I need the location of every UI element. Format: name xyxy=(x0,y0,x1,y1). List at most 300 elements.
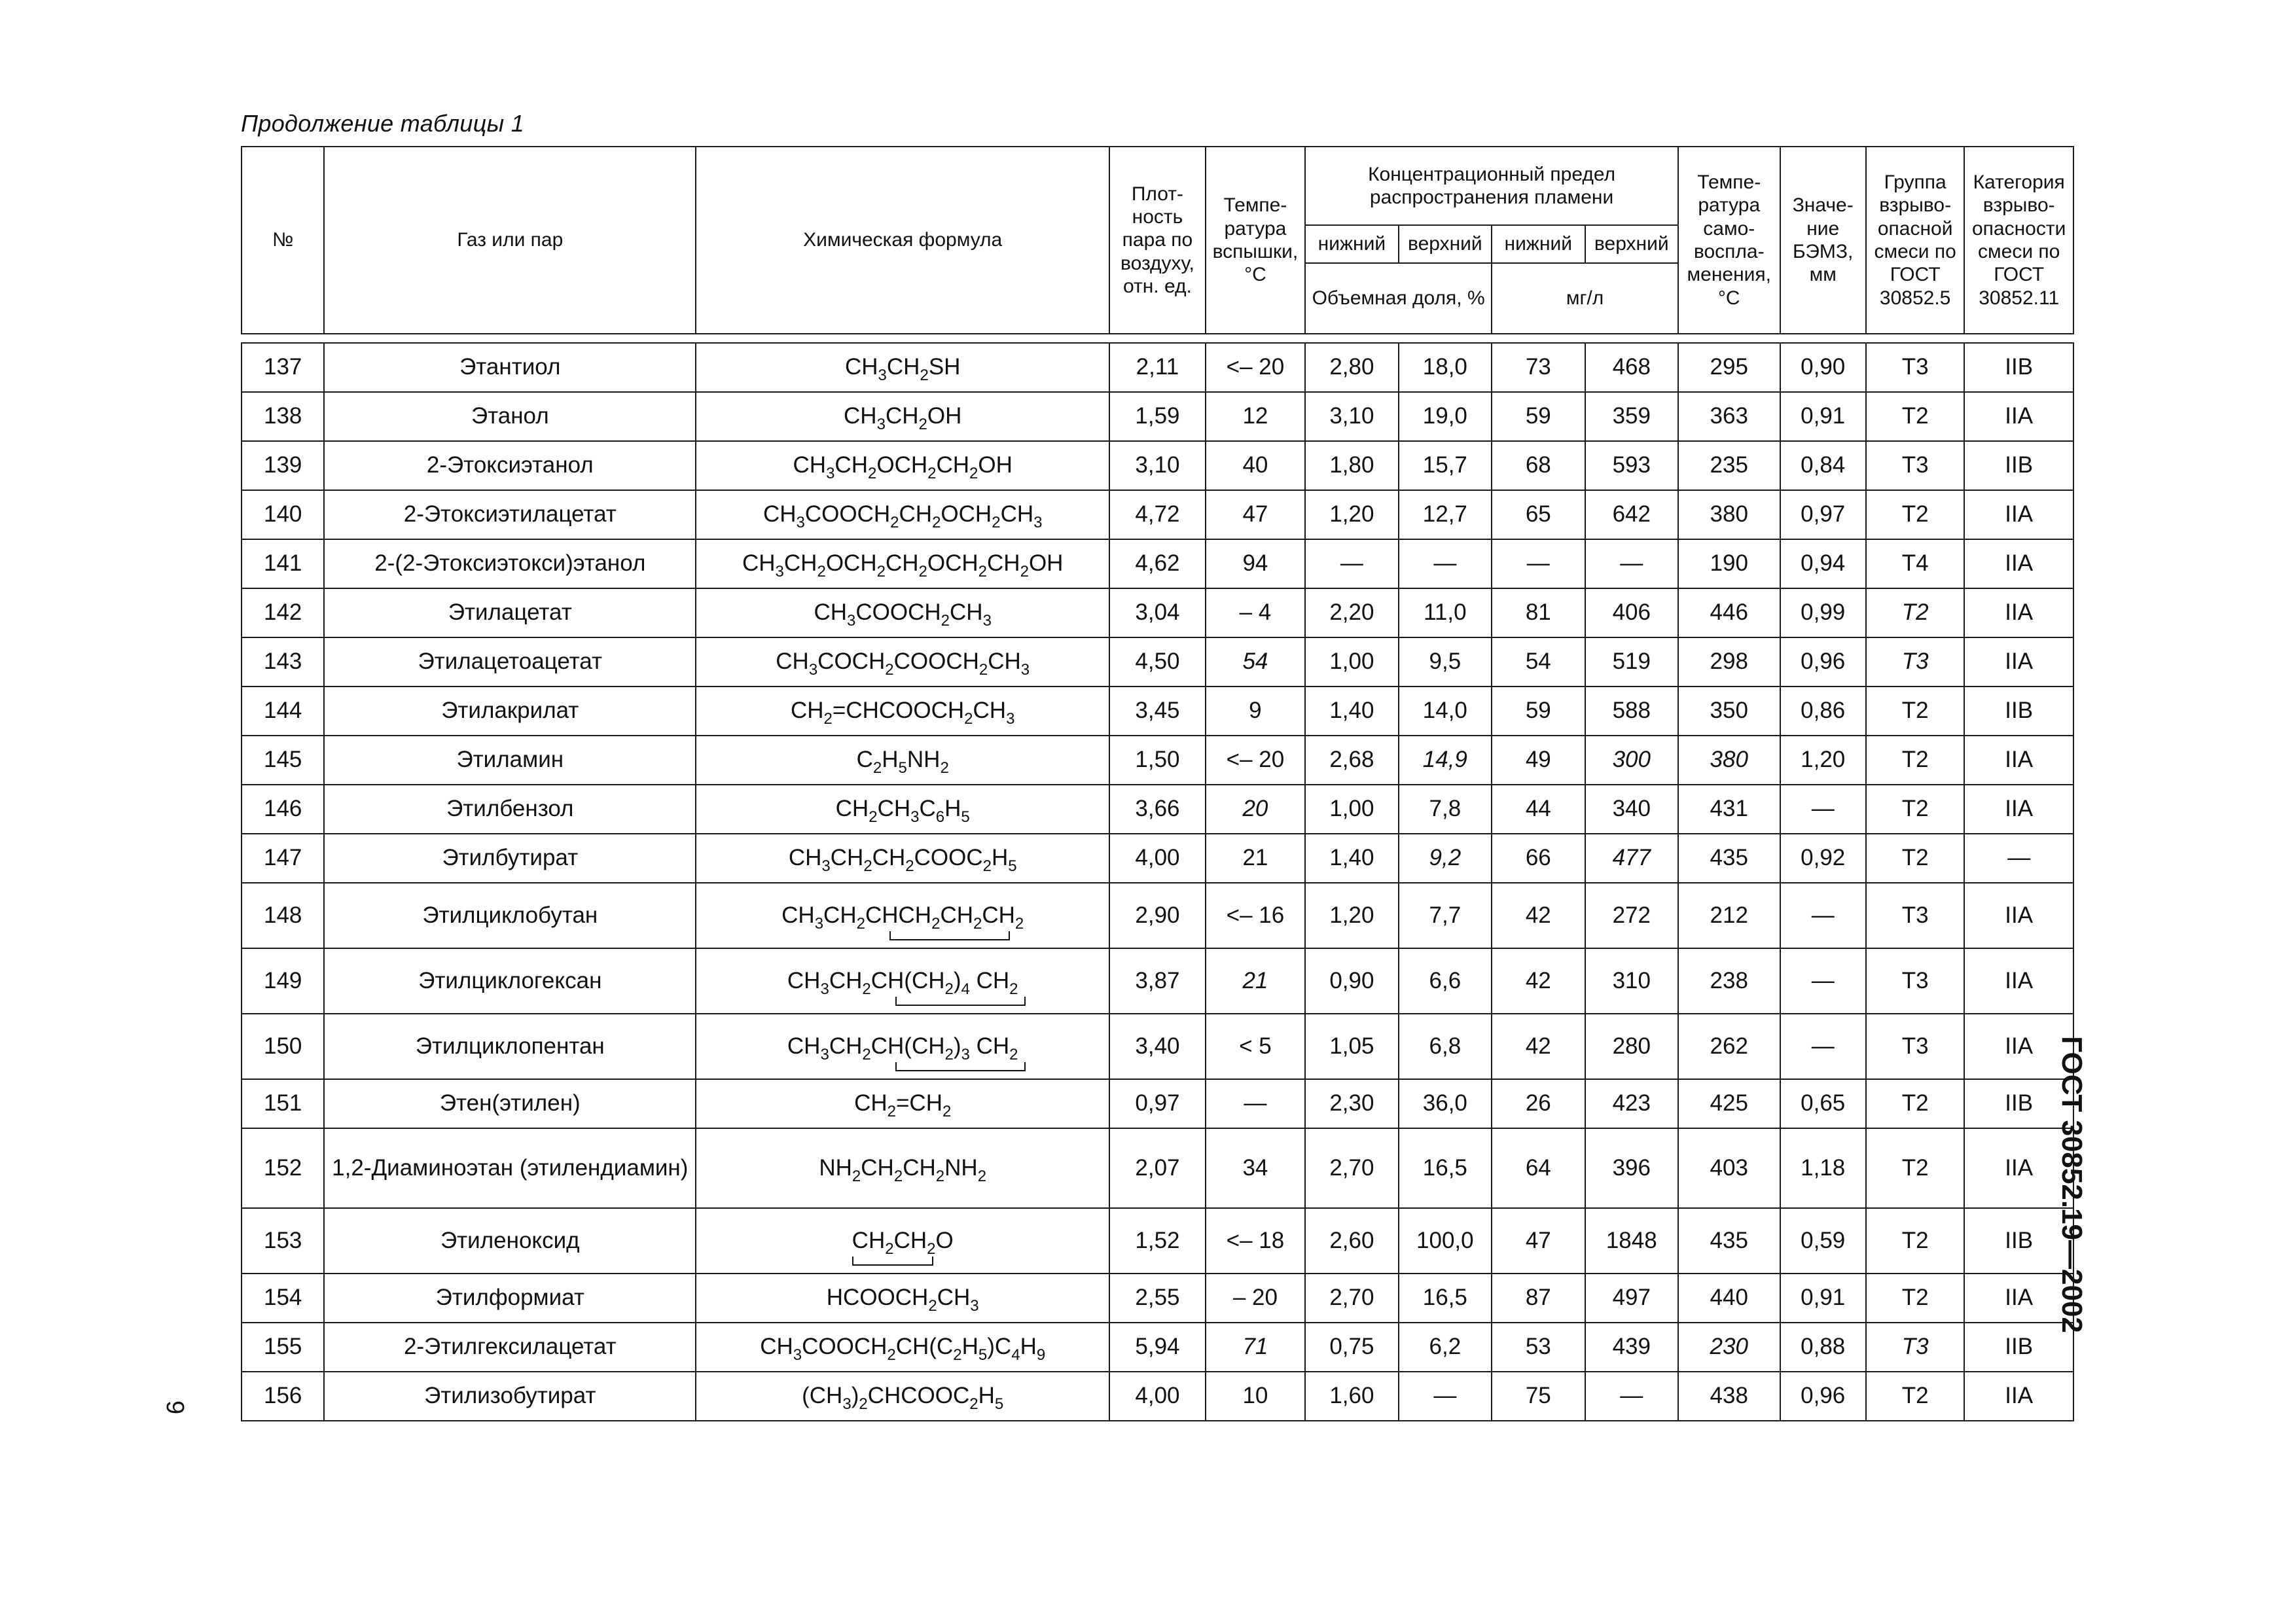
row-category: IIB xyxy=(1964,687,2073,736)
row-bemz: — xyxy=(1780,785,1866,834)
row-flash-point: < 5 xyxy=(1206,1014,1305,1079)
table-row xyxy=(242,343,2073,392)
row-upper-mg: 406 xyxy=(1585,588,1679,637)
row-name: Этилциклобутан xyxy=(324,883,696,948)
row-bemz: 0,96 xyxy=(1780,1372,1866,1421)
row-upper-mg: 310 xyxy=(1585,948,1679,1014)
row-name: Этанол xyxy=(324,392,696,441)
row-upper-volume: 15,7 xyxy=(1399,441,1492,490)
row-formula xyxy=(696,1014,1109,1079)
row-formula xyxy=(696,948,1109,1014)
table-row xyxy=(242,1014,2073,1079)
table-caption: Продолжение таблицы 1 xyxy=(241,110,524,137)
formula-text: $(CH_3)_2CHCOOC_2H_5$ xyxy=(802,1383,1004,1414)
table-row xyxy=(242,948,2073,1014)
row-lower-volume: 1,40 xyxy=(1305,687,1398,736)
row-lower-mg: 44 xyxy=(1492,785,1585,834)
row-lower-mg: 65 xyxy=(1492,490,1585,539)
row-bemz: 0,94 xyxy=(1780,539,1866,588)
row-upper-mg: 519 xyxy=(1585,637,1679,687)
row-bemz: 1,20 xyxy=(1780,736,1866,785)
table-body xyxy=(242,343,2073,1421)
row-lower-volume: — xyxy=(1305,539,1398,588)
row-category: IIA xyxy=(1964,785,2073,834)
row-category: IIA xyxy=(1964,1274,2073,1323)
row-lower-volume: 2,70 xyxy=(1305,1274,1398,1323)
row-formula xyxy=(696,343,1109,392)
row-category: IIA xyxy=(1964,637,2073,687)
row-category: IIB xyxy=(1964,1208,2073,1274)
row-lower-mg: 49 xyxy=(1492,736,1585,785)
row-autoignition: 435 xyxy=(1678,834,1780,883)
row-lower-mg: 53 xyxy=(1492,1323,1585,1372)
row-bemz: — xyxy=(1780,883,1866,948)
table-row xyxy=(242,1208,2073,1274)
row-lower-mg: 66 xyxy=(1492,834,1585,883)
formula-text: $CH_3COCH_2COOCH_2CH_3$ xyxy=(776,649,1030,679)
row-group: T4 xyxy=(1866,539,1964,588)
table-row xyxy=(242,1128,2073,1208)
substances-table xyxy=(241,146,2074,1421)
row-formula xyxy=(696,1079,1109,1128)
row-lower-mg: 26 xyxy=(1492,1079,1585,1128)
header-density: Плот-ность пара по воздуху, отн. ед. xyxy=(1109,147,1205,334)
row-upper-mg: 468 xyxy=(1585,343,1679,392)
formula-text: $CH_3CH_2CH(CH_2)_3$ $CH_2$ xyxy=(787,1033,1018,1060)
row-lower-volume: 2,68 xyxy=(1305,736,1398,785)
row-flash-point: 40 xyxy=(1206,441,1305,490)
row-group: T3 xyxy=(1866,948,1964,1014)
table-row xyxy=(242,392,2073,441)
header-concentration: Концентрационный предел распространения пламени xyxy=(1305,147,1678,225)
row-name: Этантиол xyxy=(324,343,696,392)
row-lower-mg: 47 xyxy=(1492,1208,1585,1274)
row-number: 147 xyxy=(242,834,324,883)
row-formula xyxy=(696,539,1109,588)
row-number: 151 xyxy=(242,1079,324,1128)
row-lower-volume: 2,70 xyxy=(1305,1128,1398,1208)
row-upper-volume: 16,5 xyxy=(1399,1274,1492,1323)
row-autoignition: 238 xyxy=(1678,948,1780,1014)
table-row xyxy=(242,637,2073,687)
row-lower-volume: 1,05 xyxy=(1305,1014,1398,1079)
row-name: Этилизобутират xyxy=(324,1372,696,1421)
row-upper-mg: 423 xyxy=(1585,1079,1679,1128)
row-lower-volume: 1,00 xyxy=(1305,785,1398,834)
row-flash-point: <– 20 xyxy=(1206,736,1305,785)
row-formula xyxy=(696,637,1109,687)
row-lower-volume: 1,40 xyxy=(1305,834,1398,883)
row-number: 150 xyxy=(242,1014,324,1079)
row-bemz: 0,97 xyxy=(1780,490,1866,539)
row-upper-mg: 280 xyxy=(1585,1014,1679,1079)
row-density: 4,62 xyxy=(1109,539,1205,588)
row-upper-mg: 272 xyxy=(1585,883,1679,948)
row-number: 152 xyxy=(242,1128,324,1208)
row-lower-volume: 1,20 xyxy=(1305,883,1398,948)
row-name: 1,2-Диаминоэтан (этилендиамин) xyxy=(324,1128,696,1208)
formula-text: $C_2H_5NH_2$ xyxy=(856,747,949,777)
row-upper-volume: 100,0 xyxy=(1399,1208,1492,1274)
row-upper-volume: 9,5 xyxy=(1399,637,1492,687)
row-group: T2 xyxy=(1866,1372,1964,1421)
row-bemz: 0,65 xyxy=(1780,1079,1866,1128)
row-category: IIB xyxy=(1964,1323,2073,1372)
row-density: 1,52 xyxy=(1109,1208,1205,1274)
row-name: 2-Этоксиэтилацетат xyxy=(324,490,696,539)
row-autoignition: 235 xyxy=(1678,441,1780,490)
row-upper-volume: 19,0 xyxy=(1399,392,1492,441)
row-flash-point: 34 xyxy=(1206,1128,1305,1208)
table-row xyxy=(242,834,2073,883)
row-name: 2-Этилгексилацетат xyxy=(324,1323,696,1372)
row-formula xyxy=(696,834,1109,883)
row-upper-mg: 300 xyxy=(1585,736,1679,785)
row-upper-volume: — xyxy=(1399,539,1492,588)
row-density: 0,97 xyxy=(1109,1079,1205,1128)
row-formula xyxy=(696,392,1109,441)
row-number: 145 xyxy=(242,736,324,785)
row-formula xyxy=(696,1208,1109,1274)
row-bemz: 0,91 xyxy=(1780,392,1866,441)
row-flash-point: 10 xyxy=(1206,1372,1305,1421)
header-category: Категория взрыво-опасности смеси по ГОСТ 30852.11 xyxy=(1964,147,2073,334)
row-lower-mg: — xyxy=(1492,539,1585,588)
row-category: IIB xyxy=(1964,1079,2073,1128)
row-formula xyxy=(696,441,1109,490)
row-upper-mg: 593 xyxy=(1585,441,1679,490)
row-lower-volume: 2,20 xyxy=(1305,588,1398,637)
header-mg-per-l: мг/л xyxy=(1492,263,1678,334)
row-autoignition: 230 xyxy=(1678,1323,1780,1372)
row-upper-mg: 359 xyxy=(1585,392,1679,441)
formula-text: $NH_2CH_2CH_2NH_2$ xyxy=(819,1154,987,1185)
formula-text: $CH_3CH_2OCH_2CH_2OCH_2CH_2OH$ xyxy=(742,550,1064,581)
header-bemz: Значе-ние БЭМЗ, мм xyxy=(1780,147,1866,334)
header-upper-mg: верхний xyxy=(1585,225,1679,263)
row-group: T2 xyxy=(1866,1208,1964,1274)
row-name: Этилформиат xyxy=(324,1274,696,1323)
table-row xyxy=(242,1372,2073,1421)
row-name: Этилакрилат xyxy=(324,687,696,736)
row-category: IIA xyxy=(1964,1128,2073,1208)
row-density: 4,00 xyxy=(1109,1372,1205,1421)
row-category: IIA xyxy=(1964,392,2073,441)
table-row xyxy=(242,785,2073,834)
header-volume-fraction: Объемная доля, % xyxy=(1305,263,1492,334)
row-flash-point: — xyxy=(1206,1079,1305,1128)
row-formula xyxy=(696,1128,1109,1208)
formula-text: $CH_3CH_2SH$ xyxy=(844,354,961,385)
row-flash-point: 47 xyxy=(1206,490,1305,539)
table-row xyxy=(242,588,2073,637)
row-flash-point: 54 xyxy=(1206,637,1305,687)
table-row xyxy=(242,883,2073,948)
row-name: 2-Этоксиэтанол xyxy=(324,441,696,490)
header-autoignition: Темпе-ратура само-воспла-менения, °С xyxy=(1678,147,1780,334)
row-group: T2 xyxy=(1866,392,1964,441)
row-number: 140 xyxy=(242,490,324,539)
row-group: T3 xyxy=(1866,1323,1964,1372)
row-number: 155 xyxy=(242,1323,324,1372)
formula-text: $CH_3COOCH_2CH(C_2H_5)C_4H_9$ xyxy=(760,1334,1046,1364)
row-name: Этиленоксид xyxy=(324,1208,696,1274)
row-number: 153 xyxy=(242,1208,324,1274)
row-category: IIA xyxy=(1964,1014,2073,1079)
row-formula xyxy=(696,1372,1109,1421)
row-lower-volume: 2,60 xyxy=(1305,1208,1398,1274)
header-lower-vol: нижний xyxy=(1305,225,1398,263)
row-upper-mg: 340 xyxy=(1585,785,1679,834)
row-upper-volume: 6,2 xyxy=(1399,1323,1492,1372)
row-lower-volume: 0,90 xyxy=(1305,948,1398,1014)
row-number: 139 xyxy=(242,441,324,490)
row-lower-mg: 42 xyxy=(1492,1014,1585,1079)
row-number: 149 xyxy=(242,948,324,1014)
row-bemz: 0,59 xyxy=(1780,1208,1866,1274)
row-upper-volume: 16,5 xyxy=(1399,1128,1492,1208)
row-density: 3,40 xyxy=(1109,1014,1205,1079)
header-name: Газ или пар xyxy=(324,147,696,334)
page-number: 9 xyxy=(161,1400,188,1415)
row-flash-point: 21 xyxy=(1206,948,1305,1014)
header-no: № xyxy=(242,147,324,334)
formula-text: $CH_2CH_2O$ xyxy=(852,1228,954,1254)
row-lower-mg: 64 xyxy=(1492,1128,1585,1208)
standard-label: ГОСТ 30852.19—2002 xyxy=(2056,1036,2088,1333)
ring-bond-bracket xyxy=(852,1257,933,1266)
row-number: 143 xyxy=(242,637,324,687)
header-flash: Темпе-ратура вспышки, °С xyxy=(1206,147,1305,334)
row-category: IIA xyxy=(1964,1372,2073,1421)
table-row xyxy=(242,441,2073,490)
row-name: Этилацетоацетат xyxy=(324,637,696,687)
row-flash-point: <– 18 xyxy=(1206,1208,1305,1274)
row-upper-mg: 497 xyxy=(1585,1274,1679,1323)
row-number: 144 xyxy=(242,687,324,736)
row-upper-mg: 1848 xyxy=(1585,1208,1679,1274)
table-row xyxy=(242,1323,2073,1372)
row-category: — xyxy=(1964,834,2073,883)
formula-text: $CH_3CH_2OCH_2CH_2OH$ xyxy=(793,452,1013,483)
row-group: T2 xyxy=(1866,1079,1964,1128)
row-number: 156 xyxy=(242,1372,324,1421)
row-density: 5,94 xyxy=(1109,1323,1205,1372)
table-row xyxy=(242,687,2073,736)
row-flash-point: 21 xyxy=(1206,834,1305,883)
row-name: 2-(2-Этоксиэтокси)этанол xyxy=(324,539,696,588)
row-upper-mg: — xyxy=(1585,1372,1679,1421)
row-bemz: 0,92 xyxy=(1780,834,1866,883)
formula-text: $CH_3CH_2CHCH_2CH_2CH_2$ xyxy=(781,902,1024,929)
row-group: T2 xyxy=(1866,1128,1964,1208)
row-category: IIA xyxy=(1964,883,2073,948)
row-density: 3,45 xyxy=(1109,687,1205,736)
row-upper-volume: 14,0 xyxy=(1399,687,1492,736)
row-group: T3 xyxy=(1866,441,1964,490)
row-bemz: 0,96 xyxy=(1780,637,1866,687)
row-name: Этилацетат xyxy=(324,588,696,637)
row-autoignition: 298 xyxy=(1678,637,1780,687)
row-lower-volume: 2,30 xyxy=(1305,1079,1398,1128)
row-category: IIA xyxy=(1964,490,2073,539)
row-autoignition: 431 xyxy=(1678,785,1780,834)
row-flash-point: 12 xyxy=(1206,392,1305,441)
row-flash-point: 20 xyxy=(1206,785,1305,834)
row-upper-volume: 6,8 xyxy=(1399,1014,1492,1079)
row-name: Этилциклогексан xyxy=(324,948,696,1014)
row-name: Этиламин xyxy=(324,736,696,785)
table-row xyxy=(242,1274,2073,1323)
row-lower-volume: 1,80 xyxy=(1305,441,1398,490)
row-density: 4,00 xyxy=(1109,834,1205,883)
row-autoignition: 438 xyxy=(1678,1372,1780,1421)
row-upper-volume: 14,9 xyxy=(1399,736,1492,785)
row-upper-volume: 36,0 xyxy=(1399,1079,1492,1128)
row-number: 154 xyxy=(242,1274,324,1323)
header-formula: Химическая формула xyxy=(696,147,1109,334)
row-flash-point: – 4 xyxy=(1206,588,1305,637)
row-autoignition: 380 xyxy=(1678,736,1780,785)
row-density: 3,04 xyxy=(1109,588,1205,637)
row-group: T2 xyxy=(1866,834,1964,883)
table-row xyxy=(242,1079,2073,1128)
row-lower-mg: 87 xyxy=(1492,1274,1585,1323)
formula-text: $CH_2=CHCOOCH_2CH_3$ xyxy=(790,698,1015,728)
row-formula xyxy=(696,1274,1109,1323)
formula-text: $CH_3CH_2CH_2COOC_2H_5$ xyxy=(788,845,1017,876)
row-bemz: — xyxy=(1780,1014,1866,1079)
row-lower-mg: 68 xyxy=(1492,441,1585,490)
row-density: 4,72 xyxy=(1109,490,1205,539)
formula-text: $CH_2CH_3C_6H_5$ xyxy=(835,796,970,827)
row-autoignition: 212 xyxy=(1678,883,1780,948)
ring-bond-bracket xyxy=(895,997,1026,1006)
row-upper-mg: 439 xyxy=(1585,1323,1679,1372)
row-formula xyxy=(696,490,1109,539)
row-number: 146 xyxy=(242,785,324,834)
formula-text: $CH_3COOCH_2CH_3$ xyxy=(814,599,992,630)
row-autoignition: 380 xyxy=(1678,490,1780,539)
row-number: 142 xyxy=(242,588,324,637)
ring-bond-bracket xyxy=(895,1062,1026,1071)
row-formula xyxy=(696,1323,1109,1372)
row-name: Этилбутират xyxy=(324,834,696,883)
row-bemz: 0,84 xyxy=(1780,441,1866,490)
row-category: IIA xyxy=(1964,588,2073,637)
row-group: T2 xyxy=(1866,785,1964,834)
row-upper-volume: 9,2 xyxy=(1399,834,1492,883)
row-upper-mg: 642 xyxy=(1585,490,1679,539)
row-bemz: 0,88 xyxy=(1780,1323,1866,1372)
row-upper-volume: 7,8 xyxy=(1399,785,1492,834)
row-group: T2 xyxy=(1866,687,1964,736)
row-lower-volume: 1,60 xyxy=(1305,1372,1398,1421)
row-bemz: 1,18 xyxy=(1780,1128,1866,1208)
row-category: IIA xyxy=(1964,539,2073,588)
row-flash-point: 71 xyxy=(1206,1323,1305,1372)
row-group: T3 xyxy=(1866,883,1964,948)
row-group: T2 xyxy=(1866,588,1964,637)
table-header xyxy=(242,147,2073,343)
row-lower-mg: 59 xyxy=(1492,392,1585,441)
table-row xyxy=(242,539,2073,588)
row-flash-point: <– 20 xyxy=(1206,343,1305,392)
row-upper-volume: 12,7 xyxy=(1399,490,1492,539)
row-upper-mg: 396 xyxy=(1585,1128,1679,1208)
row-flash-point: 94 xyxy=(1206,539,1305,588)
row-upper-volume: 7,7 xyxy=(1399,883,1492,948)
header-upper-vol: верхний xyxy=(1399,225,1492,263)
row-formula xyxy=(696,588,1109,637)
row-flash-point: 9 xyxy=(1206,687,1305,736)
row-lower-mg: 73 xyxy=(1492,343,1585,392)
row-lower-volume: 1,00 xyxy=(1305,637,1398,687)
row-lower-volume: 3,10 xyxy=(1305,392,1398,441)
row-upper-volume: — xyxy=(1399,1372,1492,1421)
row-autoignition: 190 xyxy=(1678,539,1780,588)
row-group: T2 xyxy=(1866,490,1964,539)
header-group: Группа взрыво-опасной смеси по ГОСТ 30852.5 xyxy=(1866,147,1964,334)
row-formula xyxy=(696,785,1109,834)
row-lower-mg: 81 xyxy=(1492,588,1585,637)
row-upper-volume: 11,0 xyxy=(1399,588,1492,637)
row-density: 3,10 xyxy=(1109,441,1205,490)
formula-text: $CH_2=CH_2$ xyxy=(854,1090,952,1121)
row-autoignition: 435 xyxy=(1678,1208,1780,1274)
row-bemz: 0,99 xyxy=(1780,588,1866,637)
row-lower-mg: 42 xyxy=(1492,883,1585,948)
row-formula xyxy=(696,687,1109,736)
row-category: IIA xyxy=(1964,948,2073,1014)
row-density: 3,87 xyxy=(1109,948,1205,1014)
row-density: 2,07 xyxy=(1109,1128,1205,1208)
row-number: 148 xyxy=(242,883,324,948)
row-bemz: 0,86 xyxy=(1780,687,1866,736)
row-autoignition: 425 xyxy=(1678,1079,1780,1128)
row-formula xyxy=(696,736,1109,785)
formula-text: $HCOOCH_2CH_3$ xyxy=(826,1285,979,1315)
header-separator xyxy=(242,334,2073,343)
row-lower-mg: 75 xyxy=(1492,1372,1585,1421)
row-bemz: 0,91 xyxy=(1780,1274,1866,1323)
row-formula xyxy=(696,883,1109,948)
row-category: IIB xyxy=(1964,343,2073,392)
row-upper-volume: 18,0 xyxy=(1399,343,1492,392)
row-lower-volume: 0,75 xyxy=(1305,1323,1398,1372)
formula-text: $CH_3CH_2OH$ xyxy=(844,403,962,434)
row-autoignition: 363 xyxy=(1678,392,1780,441)
row-autoignition: 350 xyxy=(1678,687,1780,736)
row-upper-volume: 6,6 xyxy=(1399,948,1492,1014)
row-category: IIB xyxy=(1964,441,2073,490)
row-autoignition: 295 xyxy=(1678,343,1780,392)
row-density: 2,90 xyxy=(1109,883,1205,948)
row-lower-mg: 59 xyxy=(1492,687,1585,736)
row-lower-volume: 2,80 xyxy=(1305,343,1398,392)
row-upper-mg: 477 xyxy=(1585,834,1679,883)
row-group: T3 xyxy=(1866,343,1964,392)
row-number: 137 xyxy=(242,343,324,392)
row-density: 2,55 xyxy=(1109,1274,1205,1323)
row-lower-mg: 54 xyxy=(1492,637,1585,687)
row-category: IIA xyxy=(1964,736,2073,785)
row-group: T3 xyxy=(1866,637,1964,687)
formula-text: $CH_3COOCH_2CH_2OCH_2CH_3$ xyxy=(762,501,1043,532)
row-group: T2 xyxy=(1866,736,1964,785)
row-flash-point: <– 16 xyxy=(1206,883,1305,948)
table-row xyxy=(242,736,2073,785)
